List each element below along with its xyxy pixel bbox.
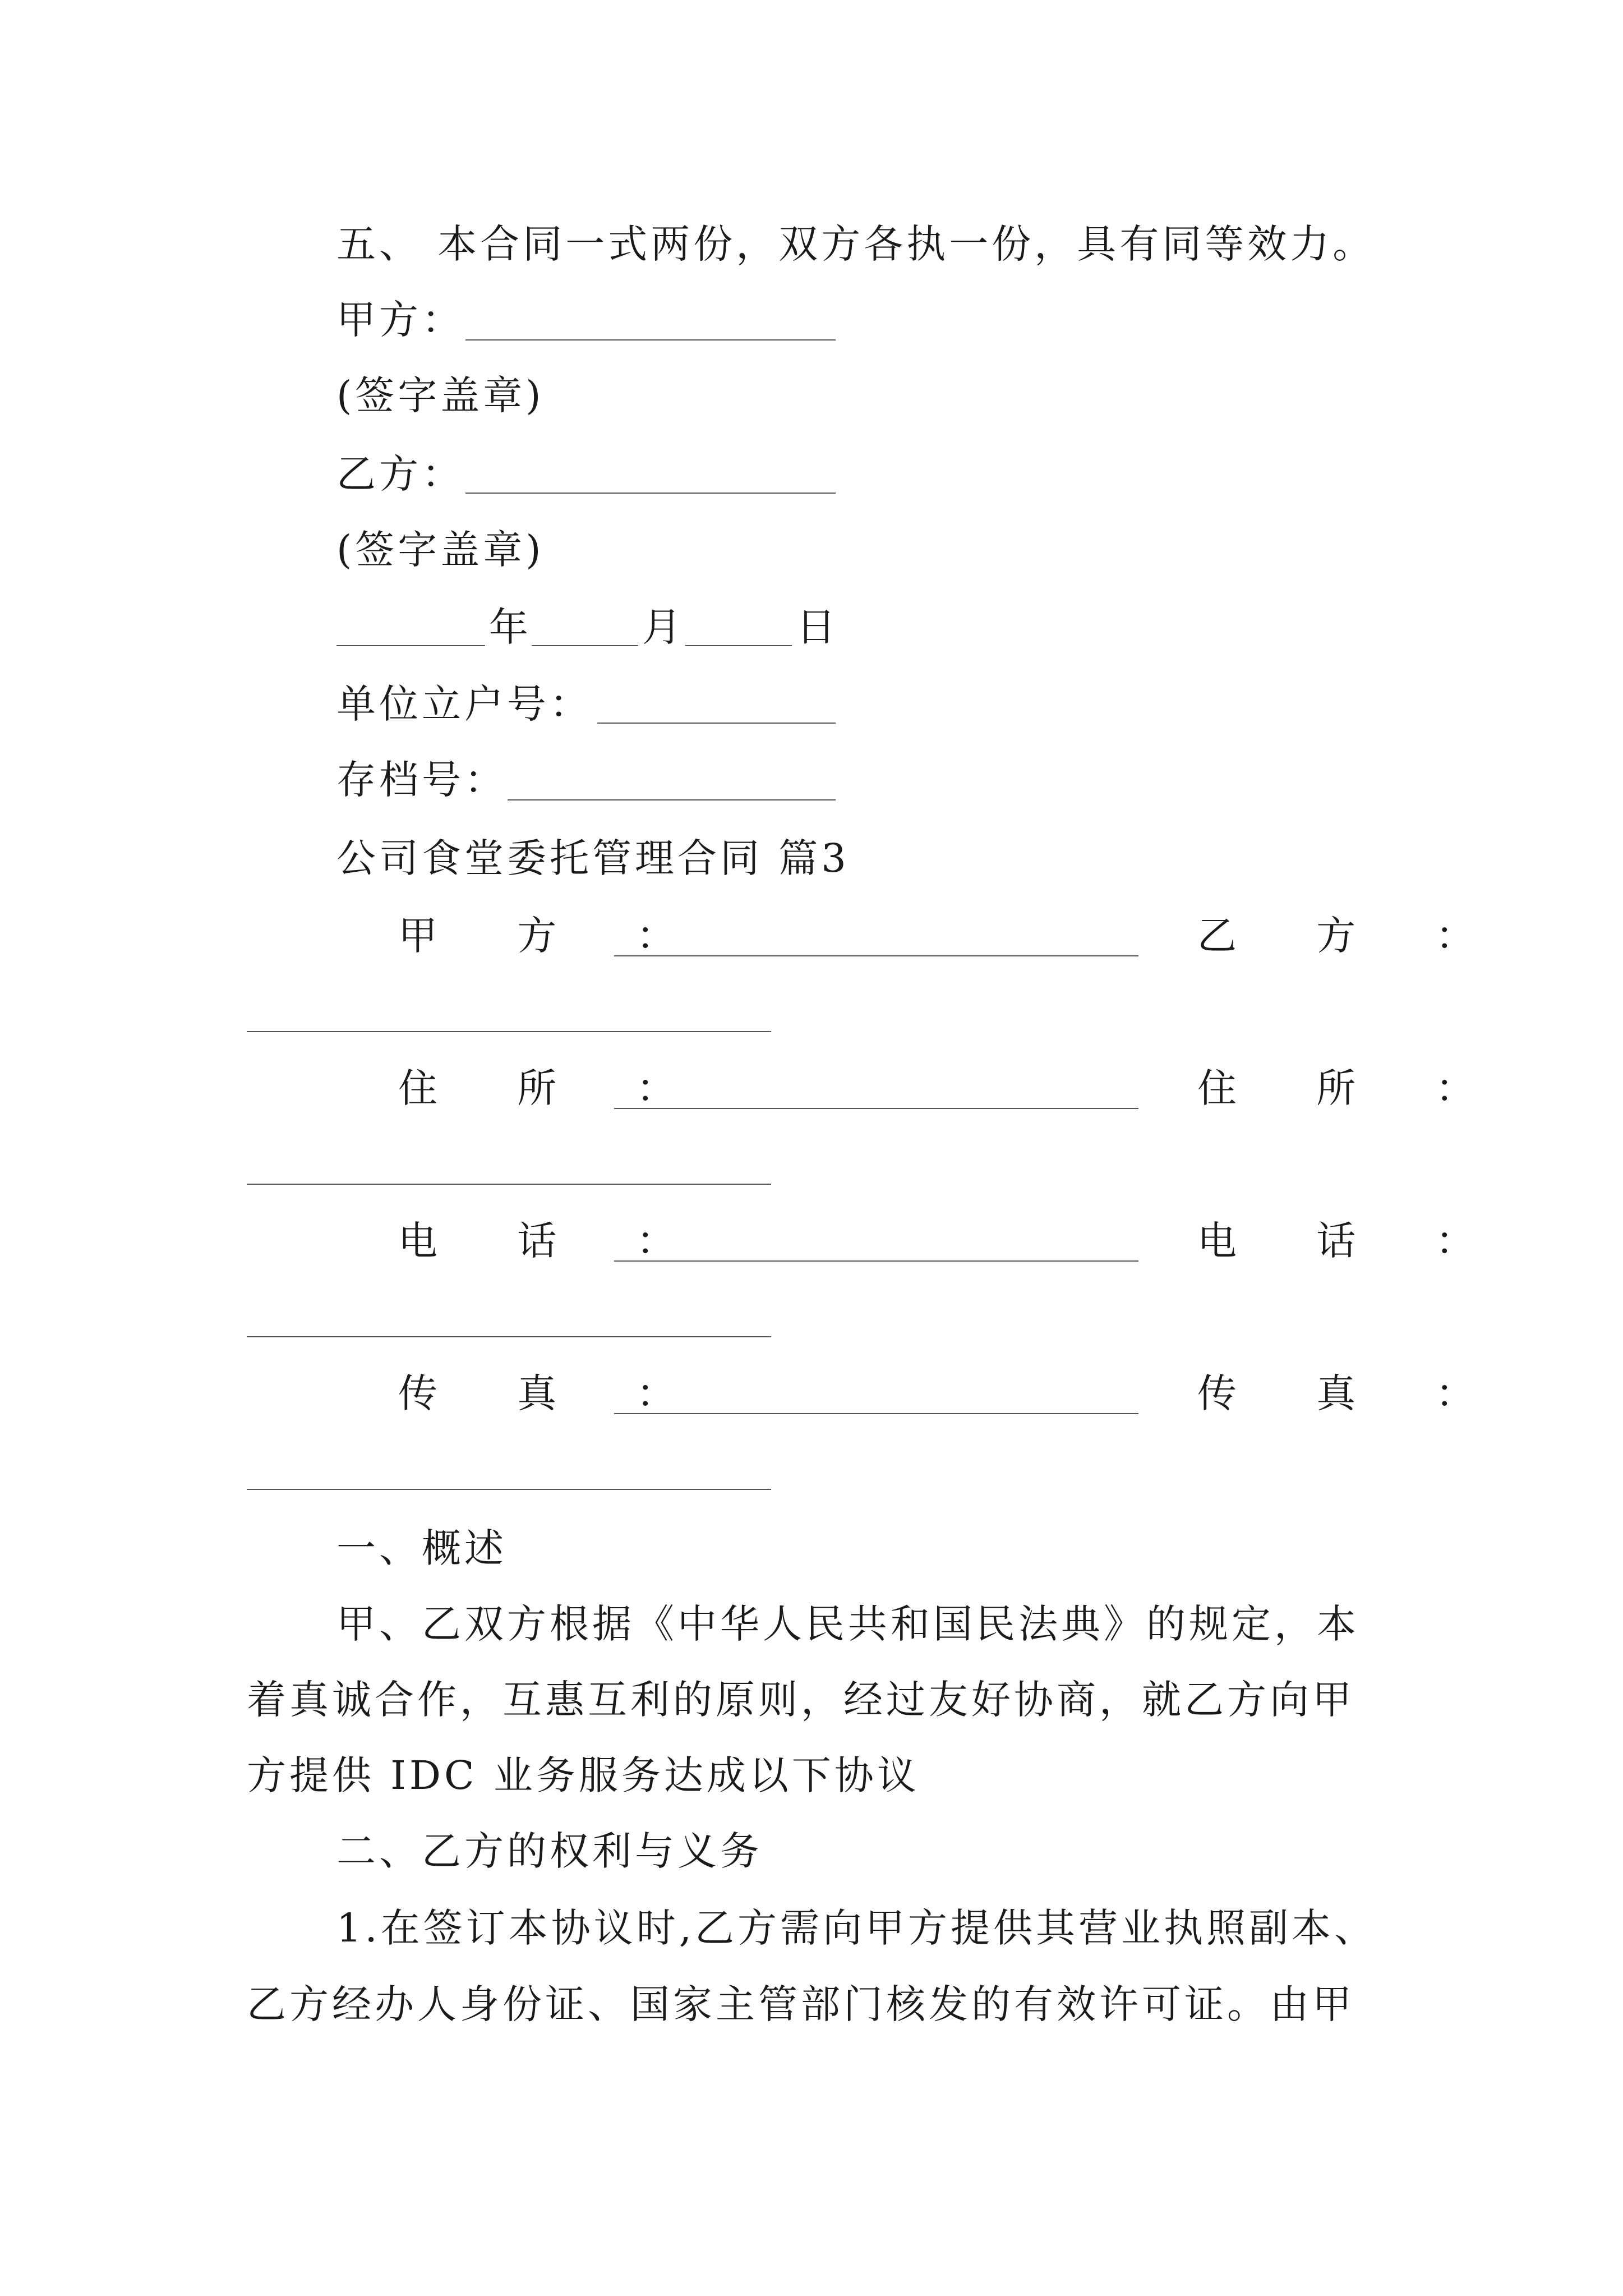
party-a-phone-label: 电 话 ： [398,1218,709,1264]
archive-no-blank[interactable] [508,799,836,800]
sign-seal-note-b: (签字盖章) [336,527,545,573]
party-b-phone-blank[interactable] [247,1336,771,1337]
party-b-fax-blank[interactable] [247,1489,771,1490]
date-month-label: 月 [642,604,685,650]
party-b-phone-label: 电 话 ： [1197,1218,1509,1264]
section-2-para-line-1: 1.在签订本协议时,乙方需向甲方提供其营业执照副本、 [336,1905,1377,1951]
party-a-address-label: 住 所 ： [398,1065,709,1111]
contract-title: 公司食堂委托管理合同 篇3 [336,835,850,881]
party-b-name-blank[interactable] [247,1031,771,1032]
party-a-label: 甲方： [336,297,464,343]
party-b-blank[interactable] [465,493,836,494]
party-a-name-label: 甲 方 ： [398,913,709,959]
unit-account-label: 单位立户号： [336,681,592,727]
party-a-address-blank[interactable] [614,1108,1138,1109]
unit-account-blank[interactable] [597,723,836,724]
party-b-name-label: 乙 方 ： [1197,913,1509,959]
section-1-para-line-3: 方提供 IDC 业务服务达成以下协议 [247,1752,920,1798]
party-b-address-blank[interactable] [247,1184,771,1185]
date-year-blank[interactable] [336,645,485,646]
party-a-fax-blank[interactable] [614,1413,1138,1414]
party-a-fax-label: 传 真 ： [398,1370,709,1416]
party-b-label: 乙方： [336,451,464,497]
sign-seal-note-a: (签字盖章) [336,372,545,418]
party-a-blank[interactable] [465,339,836,341]
section-2-para-line-2: 乙方经办人身份证、国家主管部门核发的有效许可证。由甲 [247,1981,1355,2027]
date-day-label: 日 [796,604,839,650]
section-1-para-line-1: 甲、乙双方根据《中华人民共和国民法典》的规定，本 [336,1601,1359,1647]
clause-five: 五、 本合同一式两份，双方各执一份，具有同等效力。 [336,221,1376,267]
section-1-para-line-2: 着真诚合作，互惠互利的原则，经过友好协商，就乙方向甲 [247,1677,1355,1723]
date-year-label: 年 [489,604,532,650]
party-b-address-label: 住 所 ： [1197,1065,1509,1111]
section-1-heading: 一、概述 [336,1525,507,1571]
party-b-fax-label: 传 真 ： [1197,1370,1509,1416]
archive-no-label: 存档号： [336,757,507,803]
date-month-blank[interactable] [532,645,638,646]
date-day-blank[interactable] [685,645,792,646]
section-2-heading: 二、乙方的权利与义务 [336,1828,763,1874]
party-a-name-blank[interactable] [614,955,1138,956]
party-a-phone-blank[interactable] [614,1260,1138,1262]
